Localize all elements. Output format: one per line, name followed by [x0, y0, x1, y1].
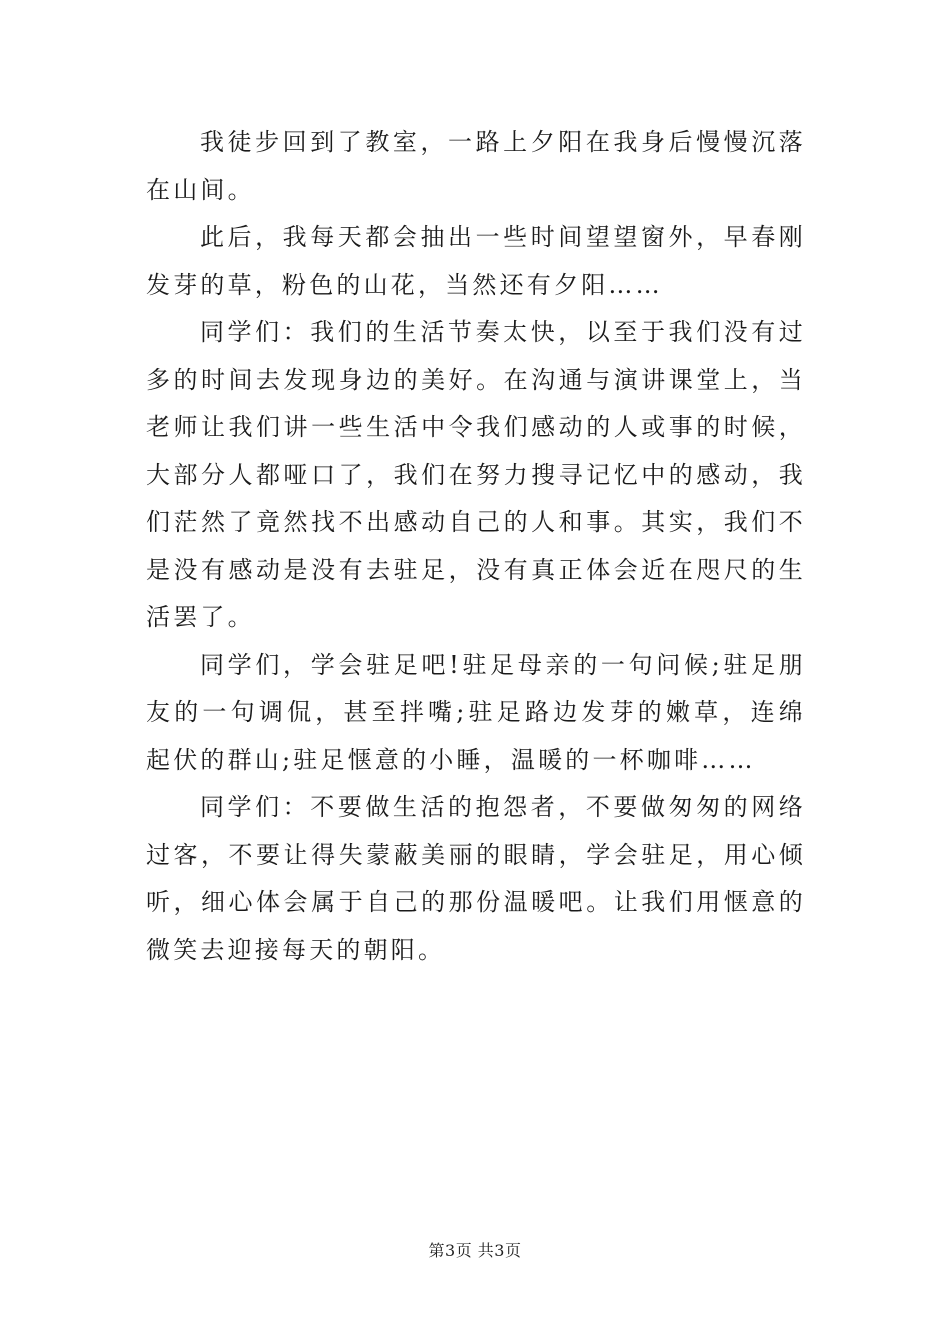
paragraph: 此后，我每天都会抽出一些时间望望窗外，早春刚发芽的草，粉色的山花，当然还有夕阳……	[146, 223, 806, 299]
paragraph: 同学们：不要做生活的抱怨者，不要做匆匆的网络过客，不要让得失蒙蔽美丽的眼睛，学会驻足，用心倾听，细心体会属于自己的那份温暖吧。让我们用惬意的微笑去迎接每天的朝阳。	[146, 793, 806, 964]
paragraph: 同学们，学会驻足吧!驻足母亲的一句问候;驻足朋友的一句调侃，甚至拌嘴;驻足路边发芽的嫩草，连绵起伏的群山;驻足惬意的小睡，温暖的一杯咖啡……	[146, 650, 806, 774]
paragraph: 我徒步回到了教室，一路上夕阳在我身后慢慢沉落在山间。	[146, 128, 806, 204]
document-body	[146, 119, 806, 974]
paragraph: 同学们：我们的生活节奏太快，以至于我们没有过多的时间去发现身边的美好。在沟通与演讲课堂上，当老师让我们讲一些生活中令我们感动的人或事的时候，大部分人都哑口了，我们在努力搜寻记忆中的感动，我们茫然了竟然找不出感动自己的人和事。其实，我们不是没有感动是没有去驻足，没有真正体会近在咫尺的生活罢了。	[146, 318, 806, 631]
page-number-footer: 第3页 共3页	[428, 1241, 522, 1260]
